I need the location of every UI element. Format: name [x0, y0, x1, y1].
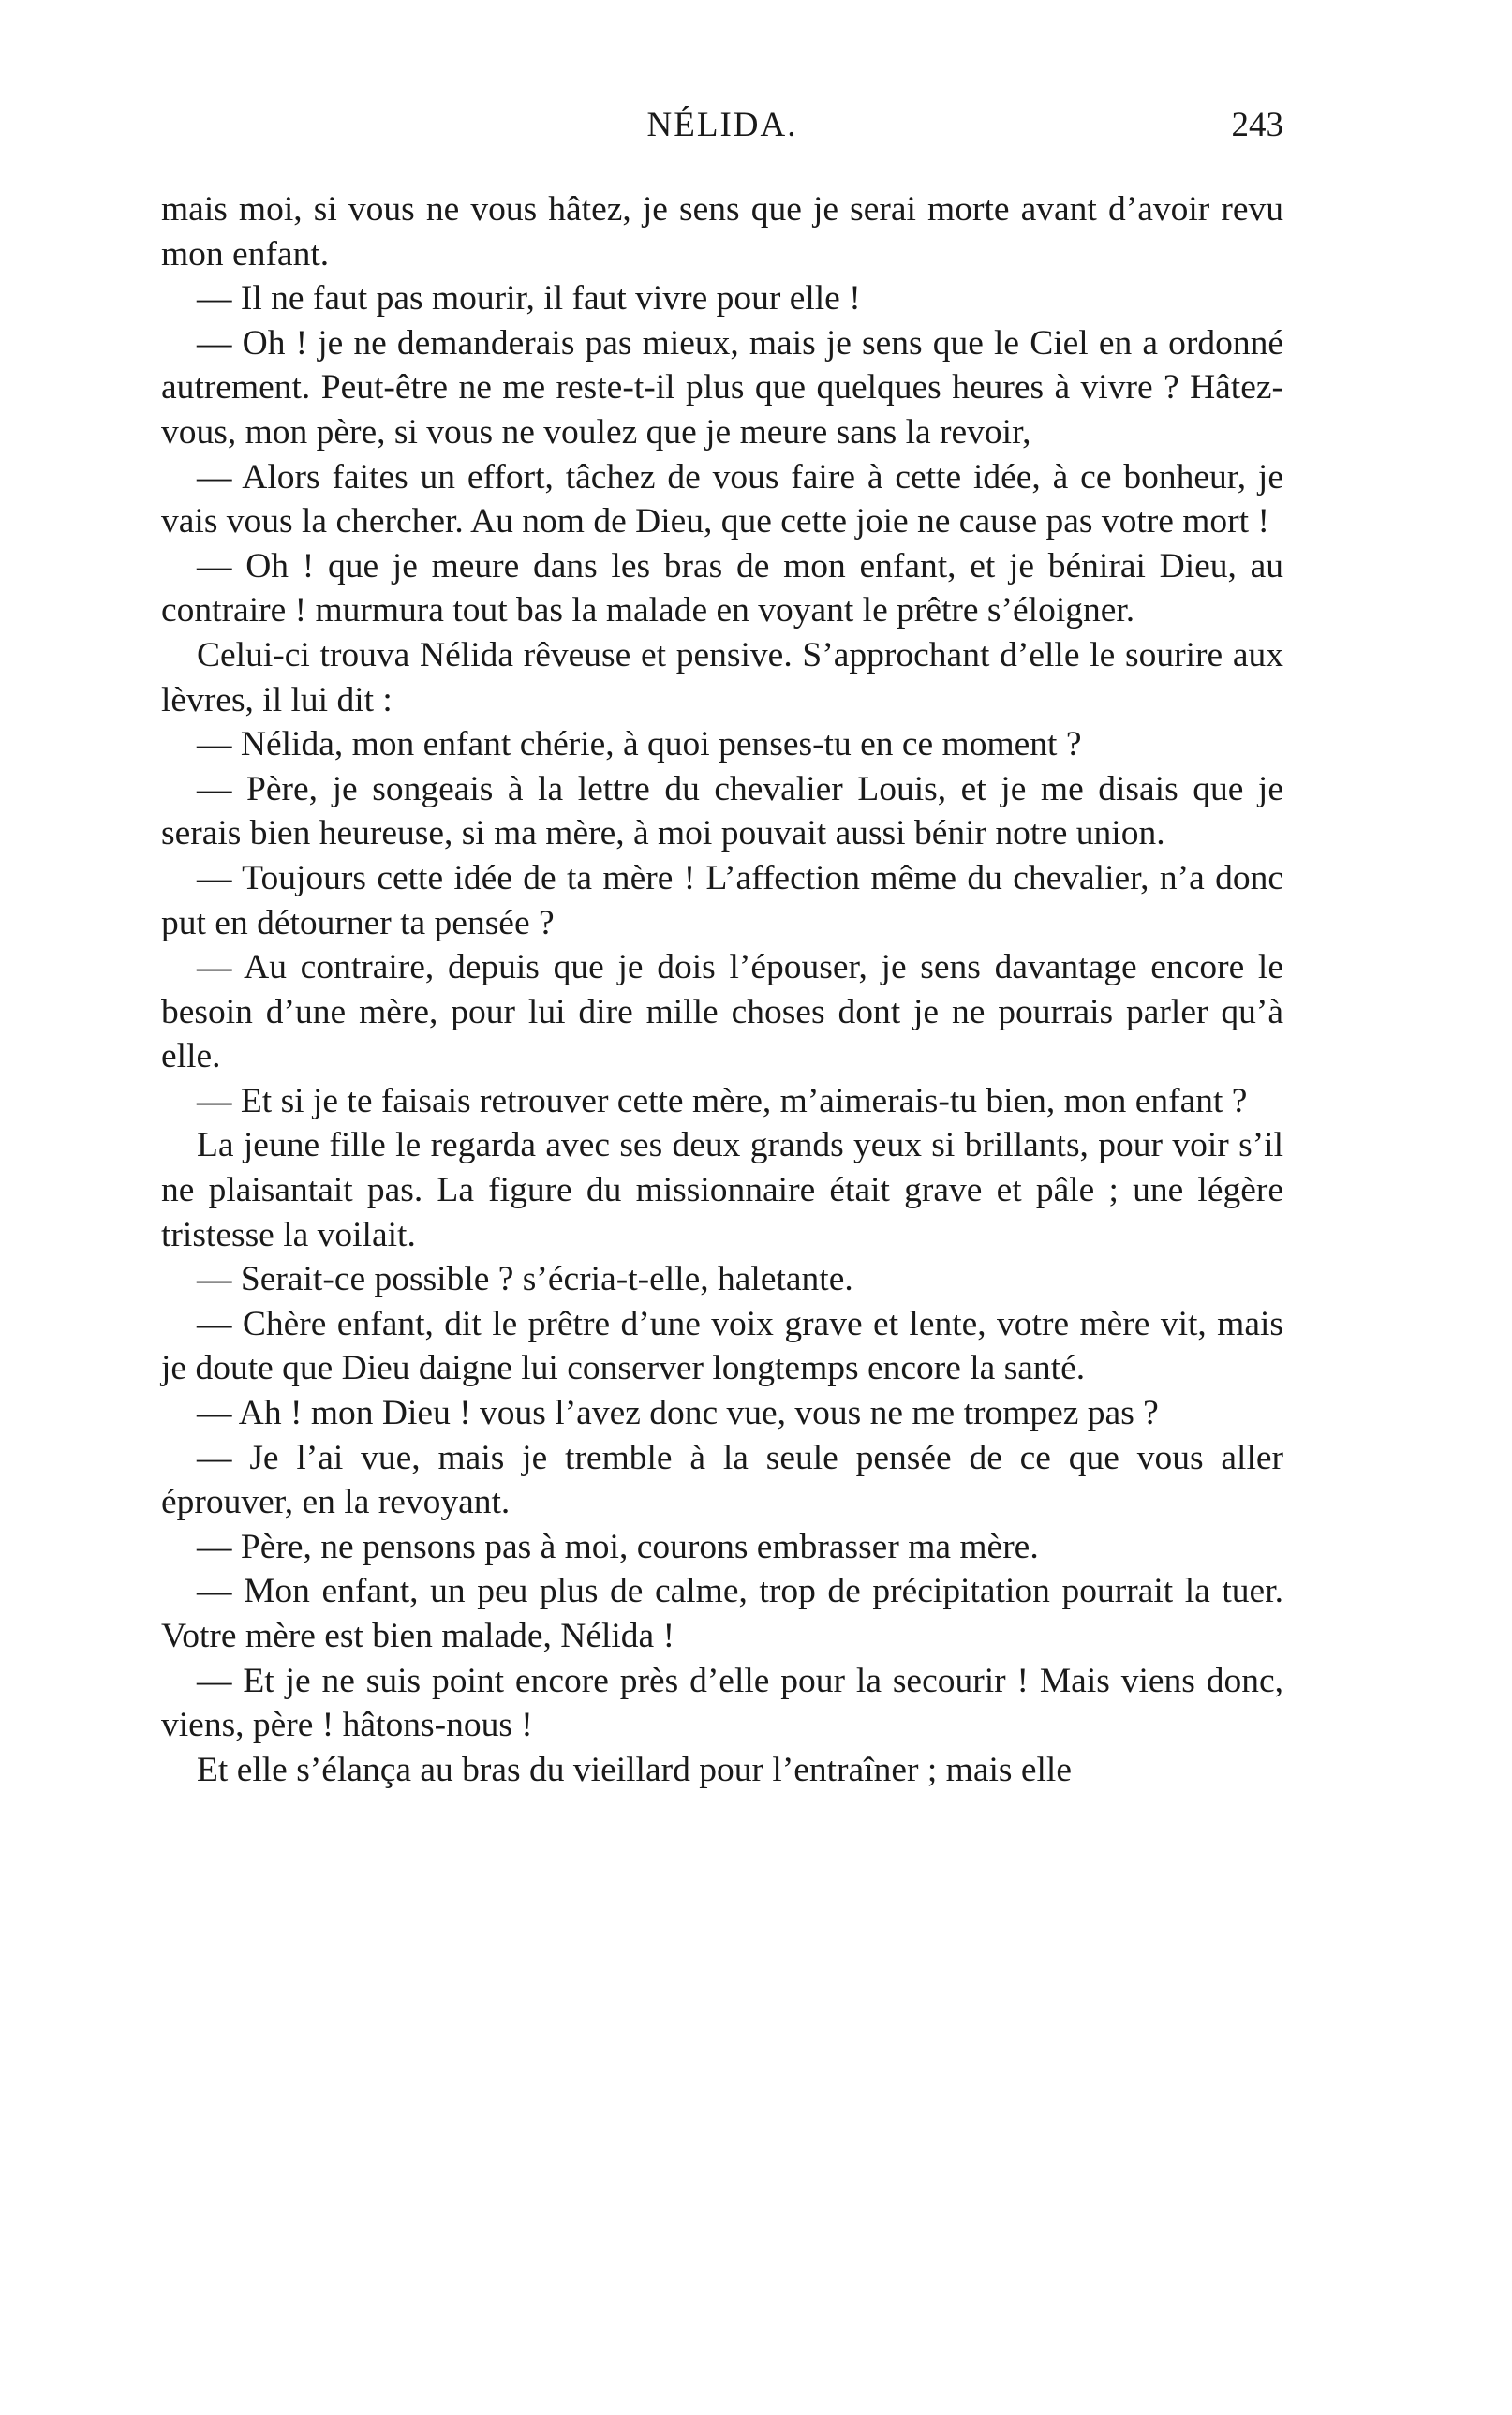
- running-title: NÉLIDA.: [646, 106, 798, 144]
- page-header: [161, 105, 1283, 161]
- paragraph: — Oh ! que je meure dans les bras de mon enfant, et je bénirai Dieu, au contraire ! murmura tout bas la malade en voyant le prêtre s’éloigner.: [161, 546, 1283, 630]
- paragraph: — Ah ! mon Dieu ! vous l’avez donc vue, vous ne me trompez pas ?: [197, 1394, 1159, 1433]
- paragraph: Celui-ci trouva Nélida rêveuse et pensive. S’approchant d’elle le sourire aux lèvres, il lui dit :: [161, 635, 1283, 719]
- paragraph: Et elle s’élança au bras du vieillard pour l’entraîner ; mais elle: [197, 1750, 1072, 1789]
- paragraph: — Et si je te faisais retrouver cette mère, m’aimerais-tu bien, mon enfant ?: [197, 1081, 1248, 1120]
- paragraph: — Chère enfant, dit le prêtre d’une voix grave et lente, votre mère vit, mais je doute que Dieu daigne lui conserver longtemps encore la santé.: [161, 1304, 1283, 1388]
- paragraph: — Alors faites un effort, tâchez de vous faire à cette idée, à ce bonheur, je vais vous la chercher. Au nom de Dieu, que cette joie ne cause pas votre mort !: [161, 457, 1283, 541]
- paragraph: — Et je ne suis point encore près d’elle pour la secourir ! Mais viens donc, viens, père ! hâtons-nous !: [161, 1661, 1283, 1745]
- paragraph: — Il ne faut pas mourir, il faut vivre pour elle !: [197, 279, 861, 319]
- paragraph: — Au contraire, depuis que je dois l’épouser, je sens davantage encore le besoin d’une mère, pour lui dire mille choses dont je ne pourrais parler qu’à elle.: [161, 948, 1283, 1076]
- paragraph: — Toujours cette idée de ta mère ! L’affection même du chevalier, n’a donc put en détourner ta pensée ?: [161, 858, 1283, 942]
- paragraph: — Mon enfant, un peu plus de calme, trop de précipitation pourrait la tuer. Votre mère est bien malade, Nélida !: [161, 1572, 1283, 1655]
- paragraph: — Père, ne pensons pas à moi, courons embrasser ma mère.: [197, 1527, 1039, 1566]
- paragraph: — Père, je songeais à la lettre du chevalier Louis, et je me disais que je serais bien heureuse, si ma mère, à moi pouvait aussi bénir notre union.: [161, 769, 1283, 853]
- page-number: 243: [1231, 106, 1283, 144]
- text-body: [161, 187, 1283, 1792]
- paragraph: La jeune fille le regarda avec ses deux grands yeux si brillants, pour voir s’il ne plaisantait pas. La figure du missionnaire était grave et pâle ; une légère tristesse la voilait.: [161, 1126, 1283, 1254]
- paragraph: — Serait-ce possible ? s’écria-t-elle, haletante.: [197, 1260, 853, 1299]
- paragraph: — Je l’ai vue, mais je tremble à la seule pensée de ce que vous aller éprouver, en la revoyant.: [161, 1438, 1283, 1522]
- paragraph: mais moi, si vous ne vous hâtez, je sens que je serai morte avant d’avoir revu mon enfant.: [161, 190, 1283, 274]
- paragraph: — Nélida, mon enfant chérie, à quoi penses-tu en ce moment ?: [197, 725, 1082, 764]
- paragraph: — Oh ! je ne demanderais pas mieux, mais je sens que le Ciel en a ordonné autrement. Peut-être ne me reste-t-il plus que quelques heures à vivre ? Hâtez-vous, mon père, si vous ne voulez que je meure sans la revoir,: [161, 323, 1283, 452]
